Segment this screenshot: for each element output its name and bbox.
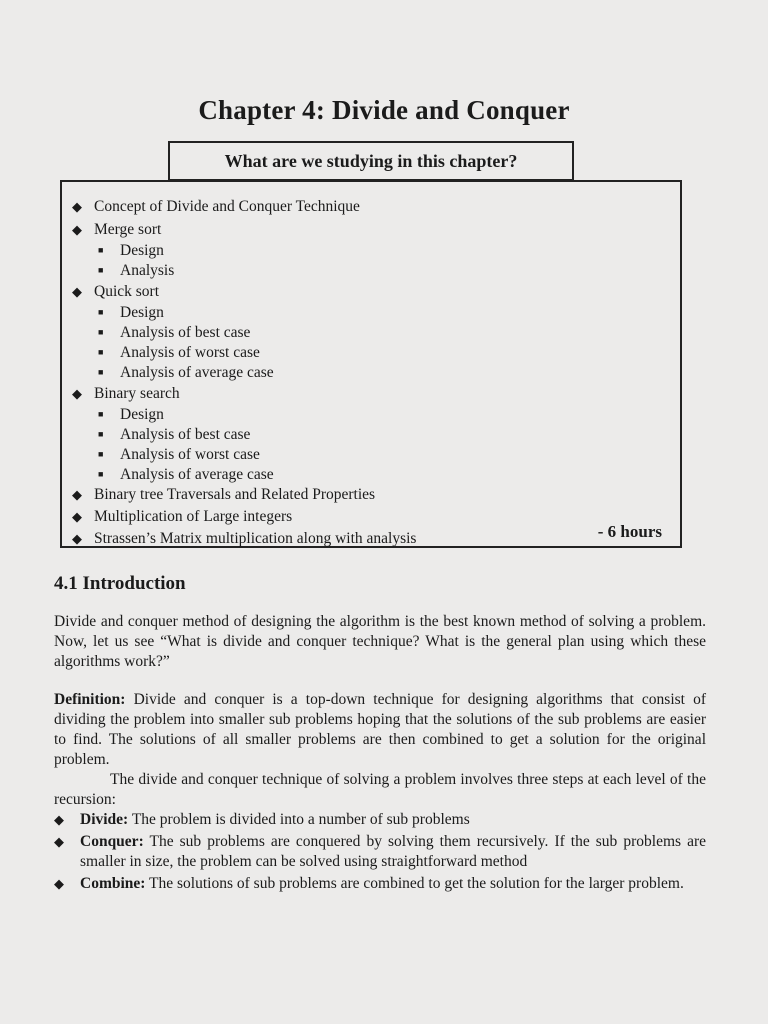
chapter-title: Chapter 4: Divide and Conquer bbox=[198, 95, 570, 125]
square-bullet-icon: ■ bbox=[98, 469, 104, 479]
square-bullet-icon: ■ bbox=[98, 347, 104, 357]
intro-paragraph: Divide and conquer method of designing the algorithm is the best known method of solving a problem. Now, let us see “What is divide and conquer technique? What is the general plan using which these algorithms work?” bbox=[54, 613, 706, 670]
diamond-bullet-icon: ◆ bbox=[54, 876, 64, 891]
duration-label: - 6 hours bbox=[597, 522, 662, 541]
steps-intro-paragraph: The divide and conquer technique of solving a problem involves three steps at each level of the recursion: bbox=[54, 771, 706, 808]
definition-label: Definition: bbox=[54, 691, 126, 708]
outline-subitem: ■ Analysis of worst case bbox=[98, 446, 260, 463]
diamond-bullet-icon: ◆ bbox=[54, 834, 64, 849]
square-bullet-icon: ■ bbox=[98, 265, 104, 275]
diamond-bullet-icon: ◆ bbox=[72, 222, 82, 237]
study-box-heading: What are we studying in this chapter? bbox=[168, 141, 574, 181]
square-bullet-icon: ■ bbox=[98, 245, 104, 255]
outline-subitem: ■ Analysis bbox=[98, 262, 175, 279]
study-outline-box bbox=[60, 180, 682, 548]
outline-subitem: ■ Analysis of average case bbox=[98, 364, 274, 381]
definition-paragraph bbox=[54, 690, 706, 770]
outline-subitem: ■ Analysis of best case bbox=[98, 324, 251, 341]
square-bullet-icon: ■ bbox=[98, 449, 104, 459]
diamond-bullet-icon: ◆ bbox=[72, 284, 82, 299]
outline-item: ◆ Merge sort bbox=[72, 221, 162, 238]
outline-subitem: ■ Design bbox=[98, 242, 164, 259]
square-bullet-icon: ■ bbox=[98, 327, 104, 337]
step-item-divide: ◆ Divide: The problem is divided into a number of sub problems bbox=[54, 811, 470, 828]
definition-text: Divide and conquer is a top-down technique for designing algorithms that consist of dividing the problem into smaller sub problems hoping that the solutions of the sub problems are easier to find. The solutions of all smaller problems are then combined to get a solution for the original problem. bbox=[54, 691, 706, 768]
outline-subitem: ■ Analysis of best case bbox=[98, 426, 251, 443]
diamond-bullet-icon: ◆ bbox=[54, 812, 64, 827]
outline-item: ◆ Strassen’s Matrix multiplication along with analysis bbox=[72, 530, 417, 547]
outline-item: ◆ Binary tree Traversals and Related Properties bbox=[72, 486, 376, 503]
diamond-bullet-icon: ◆ bbox=[72, 487, 82, 502]
square-bullet-icon: ■ bbox=[98, 409, 104, 419]
square-bullet-icon: ■ bbox=[98, 367, 104, 377]
outline-subitem: ■ Analysis of worst case bbox=[98, 344, 260, 361]
outline-subitem: ■ Analysis of average case bbox=[98, 466, 274, 483]
outline-subitem: ■ Design bbox=[98, 304, 164, 321]
step-item-conquer: ◆ Conquer: The sub problems are conquered by solving them recursively. If the sub problems are smaller in size, the problem can be solved using straightforward method bbox=[54, 833, 706, 870]
step-item-combine: ◆ Combine: The solutions of sub problems are combined to get the solution for the larger problem. bbox=[54, 875, 684, 892]
diamond-bullet-icon: ◆ bbox=[72, 509, 82, 524]
square-bullet-icon: ■ bbox=[98, 307, 104, 317]
square-bullet-icon: ■ bbox=[98, 429, 104, 439]
outline-item: ◆ Binary search bbox=[72, 385, 180, 402]
diamond-bullet-icon: ◆ bbox=[72, 531, 82, 546]
outline-subitem: ■ Design bbox=[98, 406, 164, 423]
outline-item: ◆ Concept of Divide and Conquer Technique bbox=[72, 198, 360, 215]
diamond-bullet-icon: ◆ bbox=[72, 199, 82, 214]
outline-item: ◆ Quick sort bbox=[72, 283, 160, 300]
section-heading: 4.1 Introduction bbox=[54, 573, 186, 594]
outline-item: ◆ Multiplication of Large integers bbox=[72, 508, 293, 525]
diamond-bullet-icon: ◆ bbox=[72, 386, 82, 401]
